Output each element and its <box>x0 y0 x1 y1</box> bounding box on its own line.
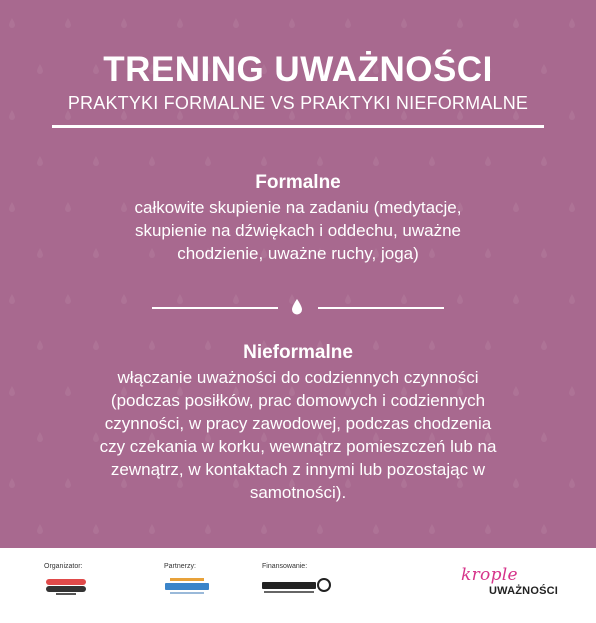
section-heading-formal: Formalne <box>255 172 341 193</box>
section-formal <box>40 171 556 265</box>
organizer-logo-icon <box>44 577 88 597</box>
brand-word: UWAŻNOŚCI <box>489 585 559 597</box>
divider-line-right <box>318 307 444 309</box>
text-line: włączanie uważności do codziennych czynności <box>117 368 479 387</box>
text-line: czy czekania w korku, wewnątrz pomieszczeń lub na <box>99 437 497 456</box>
funder-logo-icon <box>262 577 332 597</box>
brand-script: krople <box>461 565 518 585</box>
section-heading-informal: Nieformalne <box>243 342 353 363</box>
partners-label: Partnerzy: <box>164 563 196 570</box>
organizer-block <box>44 562 88 597</box>
partner-logo-icon <box>164 577 210 597</box>
organizer-label: Organizator: <box>44 563 83 570</box>
section-text-formal <box>40 196 556 265</box>
text-line: samotności). <box>249 483 347 502</box>
section-informal <box>40 341 556 504</box>
page-title: TRENING UWAŻNOŚCI <box>103 50 493 89</box>
funding-block <box>262 562 332 597</box>
text-line: skupienie na dźwiękach i oddechu, uważne <box>134 221 462 240</box>
brand-logo <box>461 565 571 605</box>
droplet-icon <box>290 298 304 316</box>
divider-line-left <box>152 307 278 309</box>
funding-label: Finansowanie: <box>262 563 308 570</box>
section-text-informal <box>40 366 556 504</box>
text-line: chodzienie, uważne ruchy, joga) <box>177 244 419 263</box>
title-underline <box>52 125 544 128</box>
sponsor-footer <box>0 548 596 623</box>
page-subtitle: PRAKTYKI FORMALNE VS PRAKTYKI NIEFORMALNE <box>67 93 529 113</box>
partners-block <box>164 562 210 597</box>
section-divider <box>0 298 596 318</box>
text-line: czynności, w pracy zawodowej, podczas chodzenia <box>104 414 492 433</box>
text-line: zewnątrz, w kontaktach z innymi lub pozostając w <box>110 460 486 479</box>
text-line: całkowite skupienie na zadaniu (medytacje, <box>134 198 462 217</box>
text-line: (podczas posiłków, prac domowych i codziennych <box>110 391 486 410</box>
